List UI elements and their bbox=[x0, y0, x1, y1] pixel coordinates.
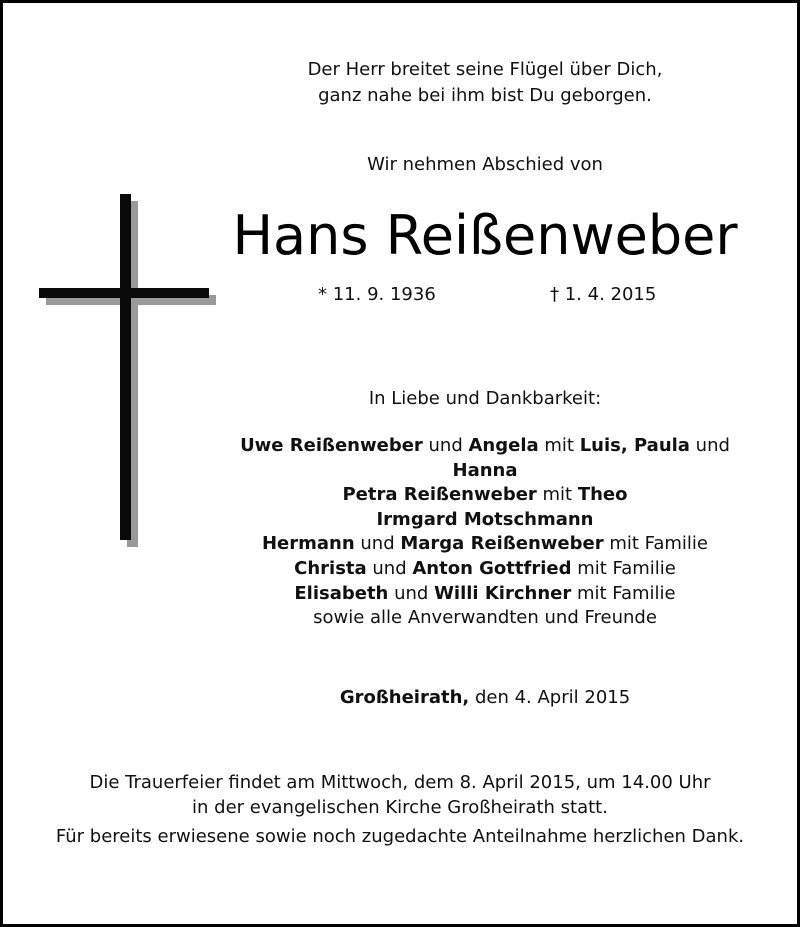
mourner-name: Hermann bbox=[261, 533, 355, 555]
notice-date: den 4. April 2015 bbox=[469, 687, 631, 708]
verse-line: Der Herr breitet seine Flügel über Dich, bbox=[307, 59, 663, 80]
mourner-name: Anton Gottfried bbox=[412, 557, 572, 579]
birth-date: * 11. 9. 1936 bbox=[318, 284, 436, 305]
place-date bbox=[220, 685, 750, 711]
mourner-name: Willi Kirchner bbox=[434, 582, 572, 604]
mourner-connector: mit Familie bbox=[571, 557, 676, 579]
mourner-name: Irmgard Motschmann bbox=[376, 508, 594, 530]
mourner-line bbox=[220, 434, 750, 483]
farewell-intro: Wir nehmen Abschied von bbox=[367, 154, 603, 175]
funeral-info bbox=[30, 770, 770, 820]
gratitude-note: Für bereits erwiesene sowie noch zugedachte Anteilnahme herzlichen Dank. bbox=[55, 826, 745, 847]
mourner-connector: sowie alle Anverwandten und Freunde bbox=[313, 607, 657, 629]
funeral-line: Die Trauerfeier findet am Mittwoch, dem 8. April 2015, um 14.00 Uhr bbox=[89, 772, 711, 793]
mourner-name: Angela bbox=[468, 435, 539, 456]
mourner-connector: mit bbox=[536, 484, 578, 506]
mourners-list bbox=[220, 434, 750, 631]
mourner-line bbox=[220, 508, 750, 533]
deceased-name: Hans Reißenweber bbox=[232, 204, 738, 267]
mourner-name: Theo bbox=[577, 484, 628, 506]
mourner-line bbox=[220, 606, 750, 631]
mourner-line bbox=[220, 582, 750, 607]
mourner-line bbox=[220, 532, 750, 557]
mourner-connector: und bbox=[366, 557, 413, 579]
verse-line: ganz nahe bei ihm bist Du geborgen. bbox=[318, 85, 652, 106]
mourner-line bbox=[220, 483, 750, 508]
mourner-connector: mit bbox=[538, 435, 580, 456]
mourner-name: Elisabeth bbox=[294, 582, 389, 604]
mourner-name: Uwe Reißenweber bbox=[240, 435, 423, 456]
funeral-line: in der evangelischen Kirche Großheirath statt. bbox=[192, 797, 608, 818]
mourner-connector: und bbox=[354, 533, 401, 555]
cross-icon bbox=[38, 193, 218, 549]
mourner-name: Marga Reißenweber bbox=[400, 533, 604, 555]
place-name: Großheirath, bbox=[339, 687, 470, 708]
mourner-connector: und bbox=[388, 582, 435, 604]
mourner-connector: mit Familie bbox=[571, 582, 676, 604]
bible-verse bbox=[220, 57, 750, 109]
mourner-name: Luis, Paula bbox=[579, 435, 690, 456]
mourner-name: Petra Reißenweber bbox=[342, 484, 537, 506]
mourner-connector: und bbox=[422, 435, 469, 456]
death-date: † 1. 4. 2015 bbox=[550, 284, 657, 305]
mourner-name: Hanna bbox=[452, 459, 518, 481]
mourner-name: Christa bbox=[294, 557, 367, 579]
mourner-connector: und bbox=[689, 435, 730, 456]
mourner-connector: mit Familie bbox=[603, 533, 708, 555]
mourner-line bbox=[220, 557, 750, 582]
thanks-heading: In Liebe und Dankbarkeit: bbox=[368, 388, 602, 409]
